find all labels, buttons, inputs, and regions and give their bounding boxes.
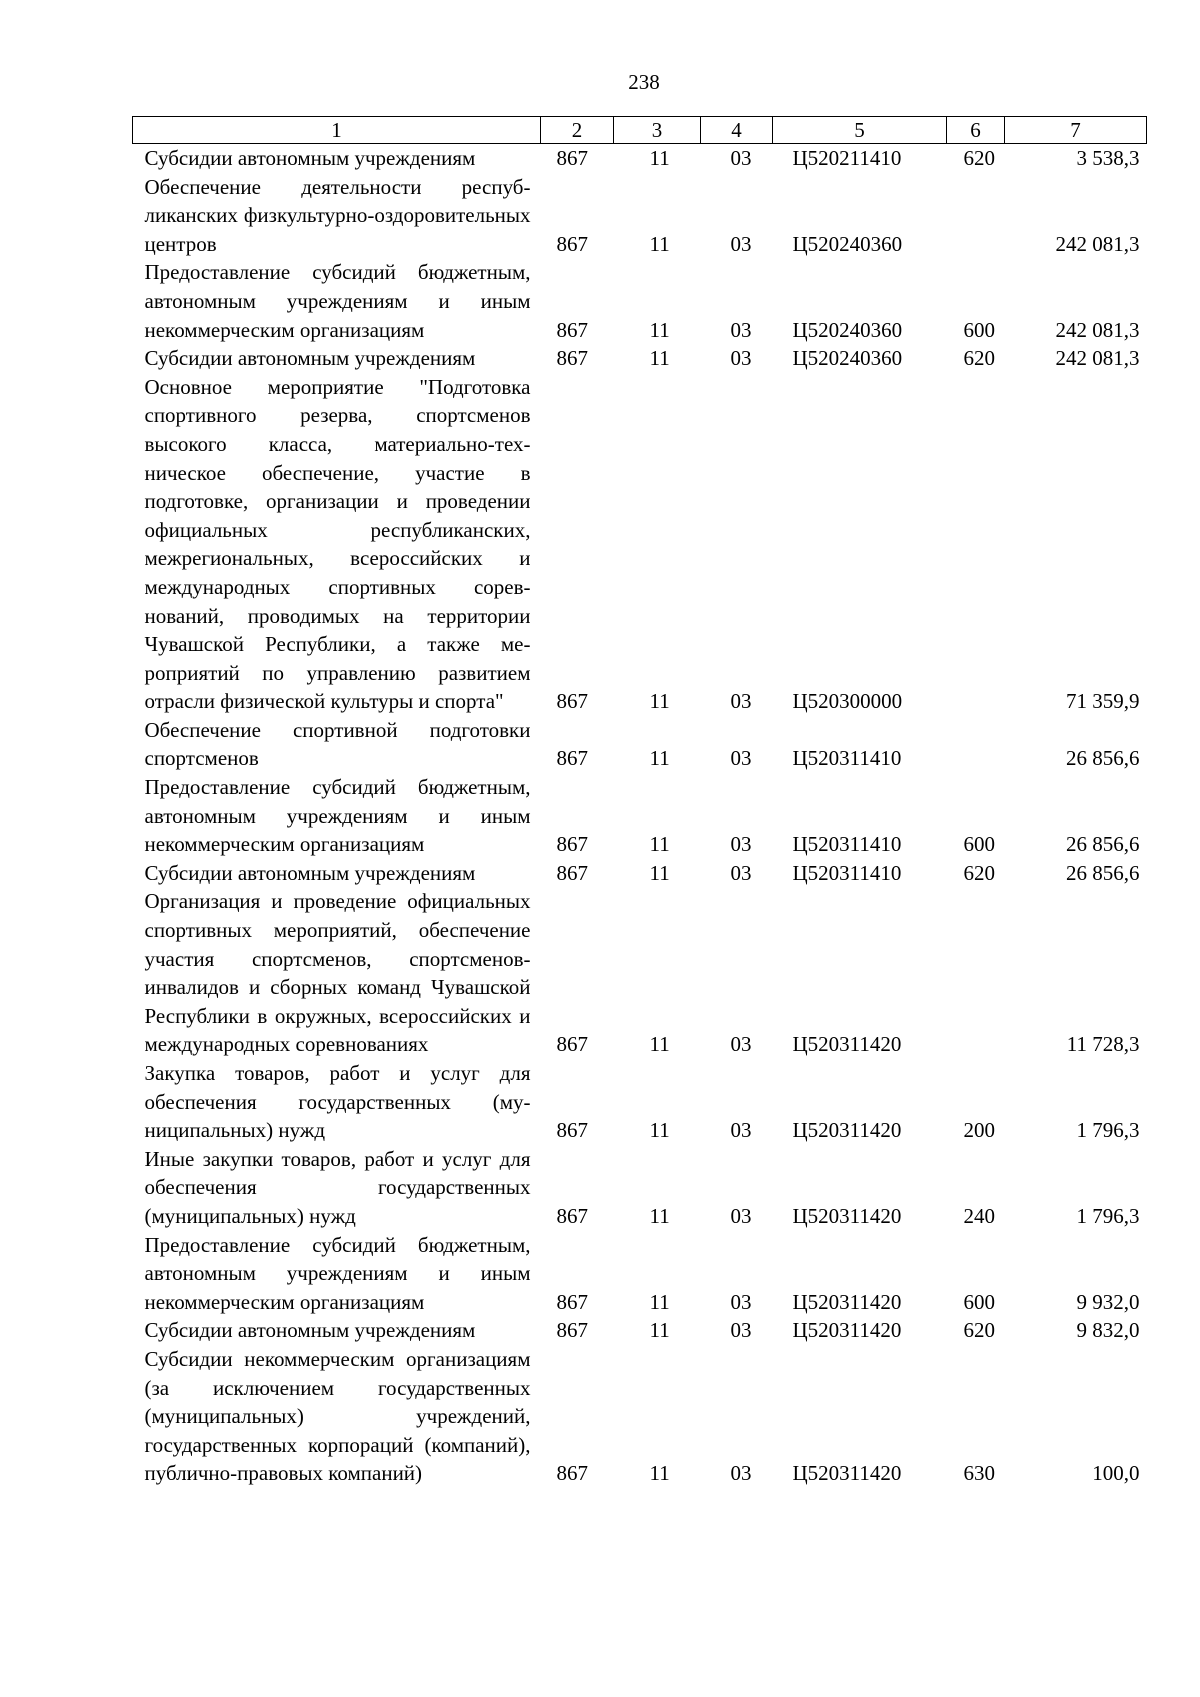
table-row [133, 1145, 1147, 1231]
subsection-code: 03 [730, 1118, 752, 1143]
table-row [133, 258, 1147, 344]
target-article-code: Ц520311410 [792, 832, 902, 857]
target-article-code: Ц520311410 [792, 746, 902, 771]
expense-type-code: 240 [963, 1203, 995, 1228]
item-name: Организация и проведение официальных спортивных мероприятий, обеспечение участия спортсменов, спортсменов-инвалидов и сборных команд Чувашской Республики в окружных, всероссийских и международных соревнованиях [144, 889, 531, 1057]
item-name: Обеспечение деятельности республиканских физкультурно-оздоровительных центров [144, 174, 531, 256]
subsection-code: 03 [730, 1461, 752, 1486]
expense-type-code: 200 [963, 1118, 995, 1143]
item-name: Субсидии автономным учреждениям [144, 146, 476, 170]
budget-table [132, 116, 1147, 1488]
item-name: Предоставление субсидий бюджетным, автономным учреждениям и иным некоммерческим организациям [144, 775, 531, 857]
table-row [133, 144, 1147, 173]
item-name: Предоставление субсидий бюджетным, автономным учреждениям и иным некоммерческим организациям [144, 260, 531, 342]
subsection-code: 03 [730, 746, 752, 771]
expense-type-code [947, 373, 1005, 716]
section-code: 11 [649, 689, 670, 714]
target-article-code: Ц520211410 [792, 146, 902, 170]
subsection-code: 03 [730, 1289, 752, 1314]
page-number: 238 [628, 70, 660, 94]
expense-type-code [947, 173, 1005, 259]
target-article-code: Ц520311420 [792, 1289, 902, 1314]
section-code: 11 [649, 860, 670, 885]
target-article-code: Ц520311410 [792, 860, 902, 885]
item-name: Субсидии автономным учреждениям [144, 1318, 476, 1343]
header-col-1: 1 [133, 117, 541, 144]
expense-type-code [947, 887, 1005, 1059]
item-name: Предоставление субсидий бюджетным, автономным учреждениям и иным некоммерческим организациям [144, 1232, 531, 1314]
subsection-code: 03 [730, 689, 752, 714]
section-code: 11 [649, 1461, 670, 1486]
header-col-7: 7 [1005, 117, 1147, 144]
expense-type-code: 620 [963, 346, 995, 371]
section-code: 11 [649, 832, 670, 857]
ministry-code: 867 [556, 689, 588, 714]
item-name: Обеспечение спортивной подготовки спортсменов [144, 717, 531, 771]
target-article-code: Ц520240360 [792, 317, 903, 342]
table-row [133, 1059, 1147, 1145]
section-code: 11 [649, 746, 670, 771]
section-code: 11 [649, 231, 670, 256]
item-name: Субсидии автономным учреждениям [144, 860, 476, 885]
subsection-code: 03 [730, 146, 752, 170]
table-row [133, 1231, 1147, 1317]
section-code: 11 [649, 1289, 670, 1314]
header-col-2: 2 [541, 117, 614, 144]
expense-type-code: 620 [963, 1318, 995, 1343]
table-row [133, 373, 1147, 716]
amount: 100,0 [1092, 1461, 1140, 1486]
amount: 26 856,6 [1066, 832, 1140, 857]
table-row [133, 1345, 1147, 1488]
subsection-code: 03 [730, 317, 752, 342]
expense-type-code: 600 [963, 317, 995, 342]
table-row [133, 344, 1147, 373]
amount: 9 832,0 [1076, 1318, 1140, 1343]
section-code: 11 [649, 1318, 670, 1343]
item-name: Субсидии автономным учреждениям [144, 346, 476, 371]
header-col-5: 5 [773, 117, 947, 144]
table-row [133, 773, 1147, 859]
amount: 3 538,3 [1076, 146, 1140, 170]
table-row [133, 173, 1147, 259]
table-body [133, 144, 1147, 1488]
amount: 9 932,0 [1076, 1289, 1140, 1314]
expense-type-code: 630 [963, 1461, 995, 1486]
ministry-code: 867 [556, 346, 588, 371]
section-code: 11 [649, 146, 670, 170]
subsection-code: 03 [730, 1203, 752, 1228]
section-code: 11 [649, 1118, 670, 1143]
amount: 242 081,3 [1055, 317, 1140, 342]
section-code: 11 [649, 317, 670, 342]
ministry-code: 867 [556, 231, 588, 256]
section-code: 11 [649, 346, 670, 371]
amount: 11 728,3 [1066, 1032, 1140, 1057]
subsection-code: 03 [730, 832, 752, 857]
section-code: 11 [649, 1203, 670, 1228]
ministry-code: 867 [556, 746, 588, 771]
ministry-code: 867 [556, 1118, 588, 1143]
amount: 71 359,9 [1066, 689, 1140, 714]
table-row [133, 859, 1147, 888]
expense-type-code: 600 [963, 832, 995, 857]
expense-type-code: 620 [963, 860, 995, 885]
amount: 26 856,6 [1066, 746, 1140, 771]
amount: 1 796,3 [1076, 1118, 1140, 1143]
ministry-code: 867 [556, 1203, 588, 1228]
header-col-6: 6 [947, 117, 1005, 144]
item-name: Субсидии некоммерческим организациям (за исключением государственных (муниципальных) учреждений, государственных корпораций (компаний), публично-правовых компаний) [144, 1346, 531, 1486]
subsection-code: 03 [730, 860, 752, 885]
table-row [133, 716, 1147, 773]
item-name: Закупка товаров, работ и услуг для обеспечения государственных (муниципальных) нужд [144, 1061, 531, 1143]
expense-type-code [947, 716, 1005, 773]
target-article-code: Ц520311420 [792, 1203, 902, 1228]
expense-type-code: 620 [963, 146, 995, 170]
header-col-3: 3 [614, 117, 701, 144]
header-col-4: 4 [701, 117, 773, 144]
subsection-code: 03 [730, 231, 752, 256]
subsection-code: 03 [730, 1032, 752, 1057]
amount: 242 081,3 [1055, 231, 1140, 256]
ministry-code: 867 [556, 317, 588, 342]
target-article-code: Ц520311420 [792, 1118, 902, 1143]
ministry-code: 867 [556, 146, 588, 170]
ministry-code: 867 [556, 832, 588, 857]
amount: 242 081,3 [1055, 346, 1140, 371]
expense-type-code: 600 [963, 1289, 995, 1314]
table-header-row [133, 117, 1147, 144]
target-article-code: Ц520300000 [792, 689, 903, 714]
section-code: 11 [649, 1032, 670, 1057]
ministry-code: 867 [556, 1461, 588, 1486]
ministry-code: 867 [556, 1318, 588, 1343]
ministry-code: 867 [556, 1032, 588, 1057]
amount: 26 856,6 [1066, 860, 1140, 885]
item-name: Основное мероприятие "Подготовка спортивного резерва, спортсменов высокого класса, материально-техническое обеспечение, участие в подготовке, организации и проведении официальных республиканских, межрегиональных, всероссийских и международных спортивных соревнований, проводимых на территории Чувашской Республики, а также мероприятий по управлению развитием отрасли физической культуры и спорта" [144, 374, 531, 714]
target-article-code: Ц520311420 [792, 1032, 902, 1057]
target-article-code: Ц520311420 [792, 1461, 902, 1486]
subsection-code: 03 [730, 346, 752, 371]
ministry-code: 867 [556, 1289, 588, 1314]
item-name: Иные закупки товаров, работ и услуг для обеспечения государственных (муниципальных) нужд [144, 1146, 531, 1228]
target-article-code: Ц520240360 [792, 231, 903, 256]
target-article-code: Ц520240360 [792, 346, 903, 371]
target-article-code: Ц520311420 [792, 1318, 902, 1343]
ministry-code: 867 [556, 860, 588, 885]
table-row [133, 1316, 1147, 1345]
subsection-code: 03 [730, 1318, 752, 1343]
table-row [133, 887, 1147, 1059]
amount: 1 796,3 [1076, 1203, 1140, 1228]
